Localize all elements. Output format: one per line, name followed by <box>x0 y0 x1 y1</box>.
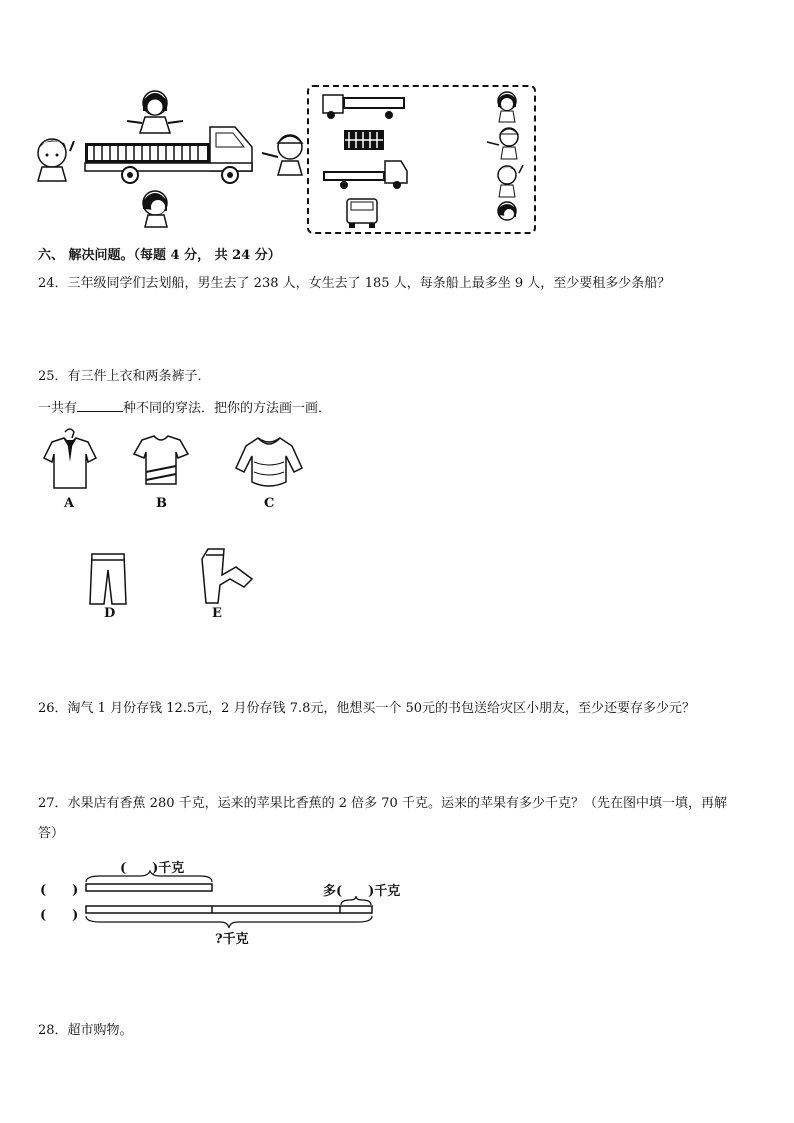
matching-box <box>307 85 536 234</box>
label-e: E <box>212 606 222 621</box>
extra-brace <box>341 896 371 905</box>
child-4-icon <box>498 202 516 220</box>
diagram-top-label: ( )千克 <box>120 861 185 876</box>
answer-blank[interactable] <box>77 399 123 412</box>
truck-side-icon <box>85 127 252 183</box>
question-25-suffix: 种不同的穿法．把你的方法画一画． <box>123 401 332 416</box>
matching-drawing <box>309 87 534 232</box>
apple-bar <box>86 906 372 913</box>
banana-brace <box>86 871 212 882</box>
girl-top-icon <box>127 91 183 133</box>
question-26: 26．淘气 1 月份存钱 12.5元，2 月份存钱 7.8元，他想买一个 50元的书包送给灾区小朋友，至少还要存多少元？ <box>38 701 696 716</box>
segment-diagram <box>0 870 794 930</box>
child-1-icon <box>498 92 516 122</box>
truck-view-1-icon <box>323 95 405 119</box>
question-25-prefix: 一共有 <box>38 401 78 416</box>
question-28: 28．超市购物。 <box>38 1023 133 1038</box>
boy-right-icon <box>262 135 302 175</box>
shirt-b-icon <box>132 432 190 494</box>
question-24: 24．三年级同学们去划船，男生去了 238 人，女生去了 185 人，每条船上最多坐 9 人，至少要租多少条船？ <box>38 276 671 291</box>
truck-view-2-icon <box>344 130 384 150</box>
label-c: C <box>264 496 275 511</box>
banana-bar <box>86 884 212 891</box>
question-25-line-2 <box>38 397 331 416</box>
shirt-a-icon <box>40 428 100 498</box>
diagram-more-label: 多( )千克 <box>323 884 401 899</box>
label-b: B <box>156 496 167 511</box>
apple-total-brace <box>86 916 372 928</box>
label-d: D <box>104 606 116 621</box>
shirt-c-icon <box>234 432 304 494</box>
child-2-icon <box>487 128 518 159</box>
child-3-icon <box>498 165 523 197</box>
diagram-row-1-paren[interactable]: ( ) <box>40 883 79 898</box>
section-title: 六、 解决问题。（每题 4 分， 共 24 分） <box>38 248 281 263</box>
truck-scene-illustration <box>30 85 280 230</box>
diagram-bottom-label: ?千克 <box>215 932 249 947</box>
question-27-line-2: 答） <box>38 826 65 841</box>
diagram-row-2-paren[interactable]: ( ) <box>40 908 79 923</box>
truck-view-4-icon <box>347 199 377 228</box>
label-a: A <box>64 496 75 511</box>
boy-left-icon <box>38 139 74 181</box>
pants-e-icon <box>196 545 256 607</box>
truck-view-3-icon <box>323 161 407 189</box>
pants-d-icon <box>88 550 128 606</box>
truck-scene-drawing <box>30 85 280 230</box>
question-27-line-1: 27．水果店有香蕉 280 千克，运来的苹果比香蕉的 2 倍多 70 千克。运来的苹果有多少千克？（先在图中填一填，再解 <box>38 796 727 811</box>
question-25-line-1: 25．有三件上衣和两条裤子． <box>38 369 211 384</box>
girl-bottom-icon <box>143 191 167 227</box>
